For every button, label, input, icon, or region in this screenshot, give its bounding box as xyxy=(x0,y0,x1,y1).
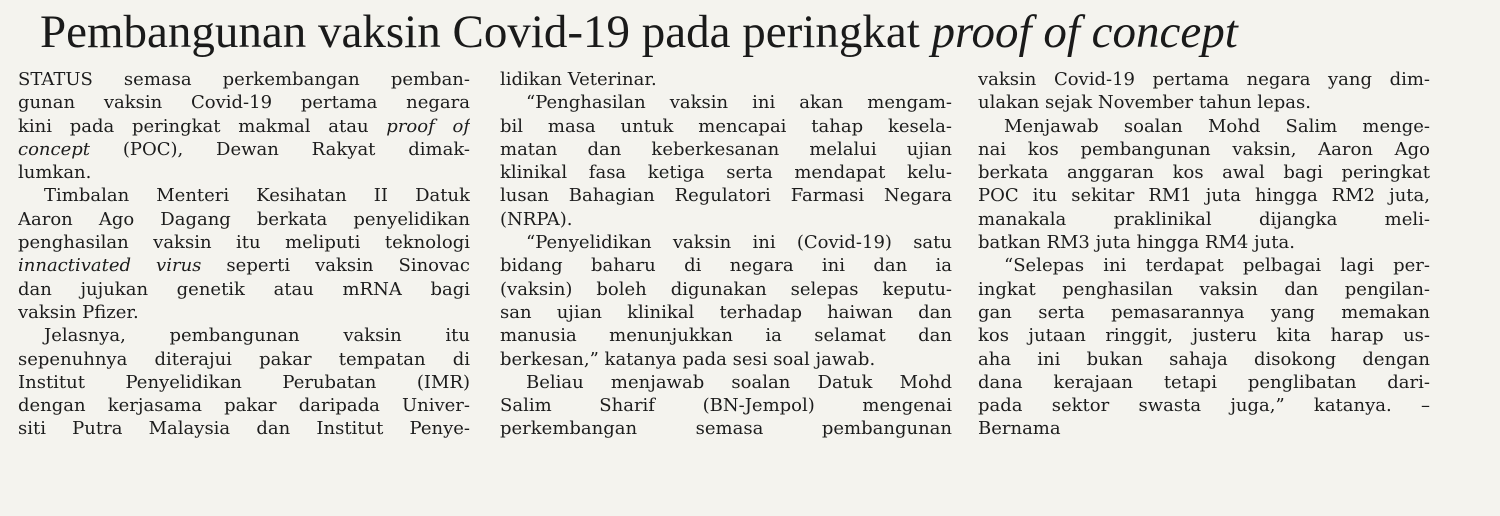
text-line: Aaron Ago Dagang berkata penyelidikan xyxy=(18,208,470,230)
headline-main: Pembangunan vaksin Covid-19 pada peringkat xyxy=(40,6,932,58)
text-line: (NRPA). xyxy=(500,208,573,230)
text-line: Timbalan Menteri Kesihatan II Datuk xyxy=(44,185,470,207)
text-line: gunan vaksin Covid-19 pertama negara xyxy=(18,92,470,114)
text-line: innactivated virus seperti vaksin Sinovac xyxy=(18,255,470,277)
text-line: Salim Sharif (BN-Jempol) mengenai xyxy=(500,395,952,417)
headline xyxy=(40,4,1238,60)
text-line: batkan RM3 juta hingga RM4 juta. xyxy=(978,232,1295,254)
text-line: POC itu sekitar RM1 juta hingga RM2 juta, xyxy=(978,185,1430,207)
text-line: lumkan. xyxy=(18,162,92,184)
text-line: ingkat penghasilan vaksin dan pengilan- xyxy=(978,278,1430,300)
text-line: pada sektor swasta juga,” katanya. – xyxy=(978,395,1430,417)
text-line: (vaksin) boleh digunakan selepas keputu- xyxy=(500,278,952,300)
text-line: matan dan keberkesanan melalui ujian xyxy=(500,138,952,160)
text-line: gan serta pemasarannya yang memakan xyxy=(978,301,1430,323)
text-line: dan jujukan genetik atau mRNA bagi xyxy=(18,278,470,300)
text-line: nai kos pembangunan vaksin, Aaron Ago xyxy=(978,138,1430,160)
text-line: dana kerajaan tetapi penglibatan dari- xyxy=(978,371,1430,393)
text-line: ulakan sejak November tahun lepas. xyxy=(978,92,1311,114)
article-column-2 xyxy=(500,68,952,441)
text-line: manakala praklinikal dijangka meli- xyxy=(978,208,1430,230)
text-line: “Penghasilan vaksin ini akan mengam- xyxy=(526,92,952,114)
text-line: Bernama xyxy=(978,418,1061,440)
text-line: bidang baharu di negara ini dan ia xyxy=(500,255,952,277)
text-line: kos jutaan ringgit, justeru kita harap us- xyxy=(978,325,1430,347)
text-line: sepenuhnya diterajui pakar tempatan di xyxy=(18,348,470,370)
text-line: Beliau menjawab soalan Datuk Mohd xyxy=(526,371,952,393)
headline-italic: proof of concept xyxy=(931,6,1238,58)
text-line: siti Putra Malaysia dan Institut Penye- xyxy=(18,418,470,440)
text-line: Menjawab soalan Mohd Salim menge- xyxy=(1004,115,1430,137)
text-line: Institut Penyelidikan Perubatan (IMR) xyxy=(18,371,470,393)
text-line: perkembangan semasa pembangunan xyxy=(500,418,952,440)
article-column-1 xyxy=(18,68,470,441)
text-line: Jelasnya, pembangunan vaksin itu xyxy=(44,325,470,347)
text-line: kini pada peringkat makmal atau proof of xyxy=(18,115,470,137)
text-line: concept (POC), Dewan Rakyat dimak- xyxy=(18,138,470,160)
text-line: bil masa untuk mencapai tahap kesela- xyxy=(500,115,952,137)
text-line: berkesan,” katanya pada sesi soal jawab. xyxy=(500,348,876,370)
text-line: vaksin Covid-19 pertama negara yang dim- xyxy=(978,69,1430,90)
text-line: klinikal fasa ketiga serta mendapat kelu- xyxy=(500,162,952,184)
text-line: manusia menunjukkan ia selamat dan xyxy=(500,325,952,347)
text-line: san ujian klinikal terhadap haiwan dan xyxy=(500,301,952,323)
text-line: aha ini bukan sahaja disokong dengan xyxy=(978,348,1430,370)
text-line: berkata anggaran kos awal bagi peringkat xyxy=(978,162,1430,184)
article-column-3 xyxy=(978,68,1430,441)
text-line: lusan Bahagian Regulatori Farmasi Negara xyxy=(500,185,952,207)
text-line: “Penyelidikan vaksin ini (Covid-19) satu xyxy=(526,232,952,254)
text-line: lidikan Veterinar. xyxy=(500,69,657,90)
text-line: “Selepas ini terdapat pelbagai lagi per- xyxy=(1004,255,1430,277)
text-line: dengan kerjasama pakar daripada Univer- xyxy=(18,395,470,417)
text-line: STATUS semasa perkembangan pemban- xyxy=(18,69,470,90)
text-line: vaksin Pfizer. xyxy=(18,301,139,323)
text-line: penghasilan vaksin itu meliputi teknologi xyxy=(18,232,470,254)
